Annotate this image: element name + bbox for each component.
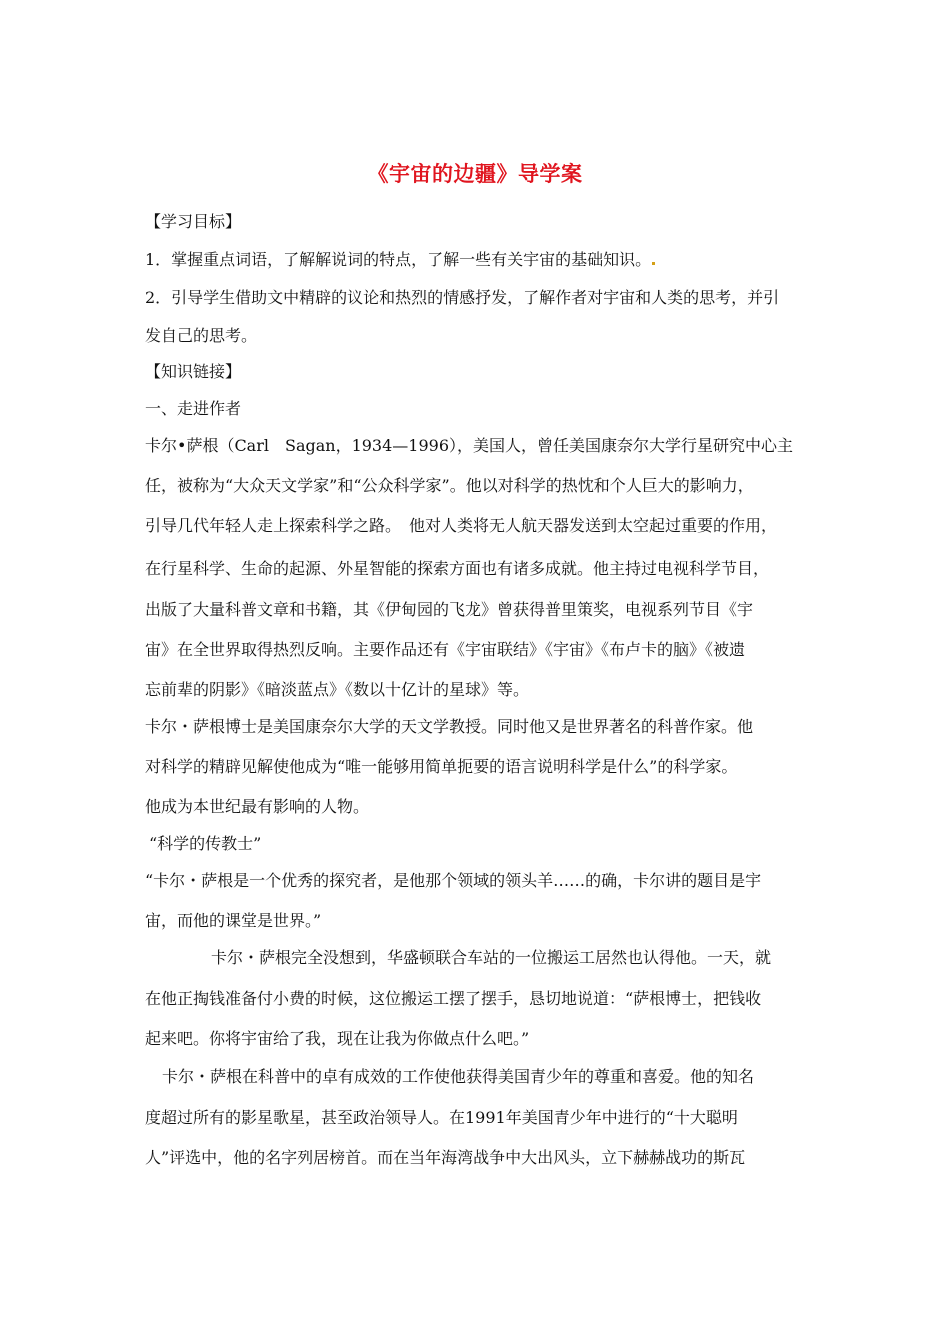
section-heading-goals: 【学习目标】 (145, 212, 242, 231)
subheading-author: 一、走进作者 (145, 399, 242, 418)
quote-line: “卡尔・萨根是一个优秀的探究者，是他那个领域的领头羊……的确，卡尔讲的题目是宇 (145, 871, 762, 890)
goal-item-2-cont: 发自己的思考。 (145, 326, 258, 345)
paragraph-line: 出版了大量科普文章和书籍，其《伊甸园的飞龙》曾获得普里策奖，电视系列节目《宇 (145, 600, 754, 619)
document-title: 《宇宙的边疆》导学案 (367, 162, 583, 186)
paragraph-line: 在他正掏钱准备付小费的时候，这位搬运工摆了摆手，恳切地说道：“萨根博士，把钱收 (145, 989, 762, 1008)
paragraph-line: 起来吧。你将宇宙给了我，现在让我为你做点什么吧。” (145, 1029, 530, 1048)
paragraph-line: 他成为本世纪最有影响的人物。 (145, 797, 370, 816)
paragraph-line: 卡尔・萨根博士是美国康奈尔大学的天文学教授。同时他又是世界著名的科普作家。他 (145, 717, 754, 736)
paragraph-line: 卡尔・萨根完全没想到，华盛顿联合车站的一位搬运工居然也认得他。一天，就 (211, 948, 772, 967)
marker-dot (652, 262, 655, 265)
paragraph-line: 任，被称为“大众天文学家”和“公众科学家”。他以对科学的热忱和个人巨大的影响力， (145, 476, 754, 495)
paragraph-line: 人”评选中，他的名字列居榜首。而在当年海湾战争中大出风头，立下赫赫战功的斯瓦 (145, 1148, 746, 1167)
paragraph-line: 度超过所有的影星歌星，甚至政治领导人。在1991年美国青少年中进行的“十大聪明 (145, 1108, 738, 1127)
section-heading-knowledge: 【知识链接】 (145, 362, 242, 381)
paragraph-line: 卡尔•萨根（Carl Sagan，1934—1996），美国人，曾任美国康奈尔大学行星研究中心主 (145, 436, 794, 455)
paragraph-line: 对科学的精辟见解使他成为“唯一能够用简单扼要的语言说明科学是什么”的科学家。 (145, 757, 738, 776)
paragraph-line: 引导几代年轻人走上探索科学之路。 他对人类将无人航天器发送到太空起过重要的作用， (145, 516, 778, 535)
goal-item-1-text: 1．掌握重点词语，了解解说词的特点，了解一些有关宇宙的基础知识。 (145, 250, 652, 269)
quote-heading: “科学的传教士” (149, 834, 262, 853)
paragraph-line: 卡尔・萨根在科普中的卓有成效的工作使他获得美国青少年的尊重和喜爱。他的知名 (162, 1067, 755, 1086)
paragraph-line: 在行星科学、生命的起源、外星智能的探索方面也有诸多成就。他主持过电视科学节目， (145, 559, 770, 578)
paragraph-line: 宙》在全世界取得热烈反响。主要作品还有《宇宙联结》《宇宙》《布卢卡的脑》《被遗 (145, 640, 746, 659)
quote-line: 宙，而他的课堂是世界。” (145, 911, 322, 930)
goal-item-2: 2．引导学生借助文中精辟的议论和热烈的情感抒发，了解作者对宇宙和人类的思考，并引 (145, 288, 780, 307)
paragraph-line: 忘前辈的阴影》《暗淡蓝点》《数以十亿计的星球》等。 (145, 680, 530, 699)
goal-item-1 (145, 250, 656, 270)
